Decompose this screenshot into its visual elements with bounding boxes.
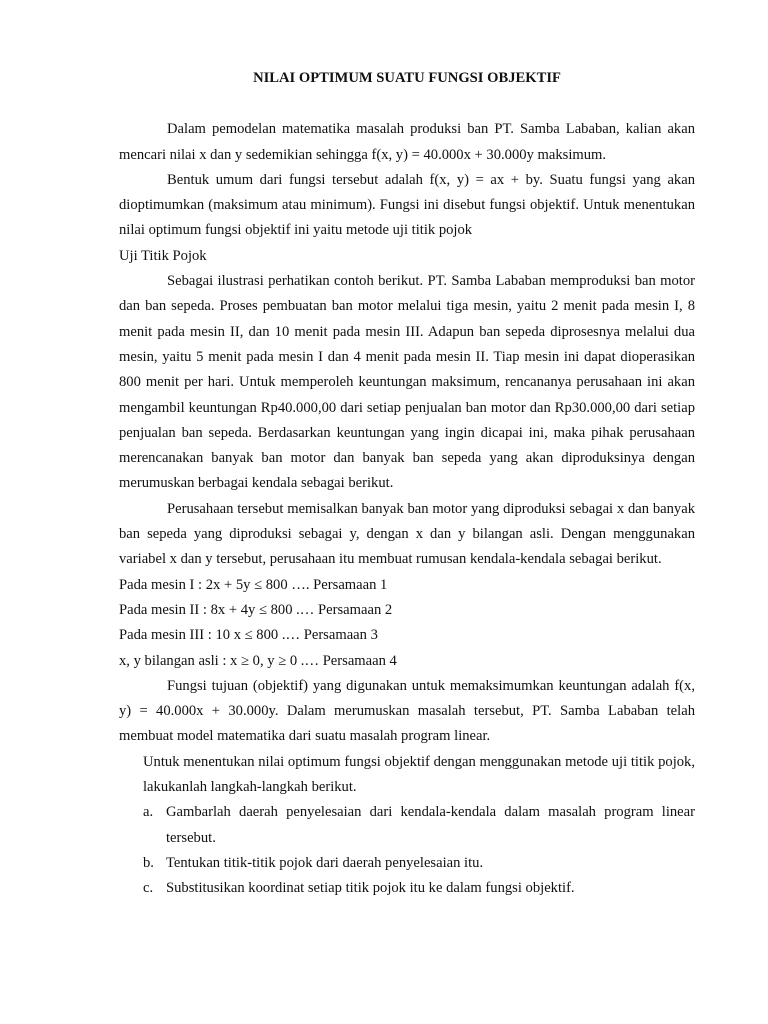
list-item-text: Substitusikan koordinat setiap titik pojok itu ke dalam fungsi objektif. [166,880,575,897]
paragraph-general-form: Bentuk umum dari fungsi tersebut adalah f(x, y) = ax + by. Suatu fungsi yang akan dioptimumkan (maksimum atau minimum). Fungsi ini disebut fungsi objektif. Untuk menentukan nilai optimum fungsi objektif ini yaitu metode uji titik pojok [119,171,695,239]
document-title: NILAI OPTIMUM SUATU FUNGSI OBJEKTIF [253,70,561,86]
constraint-line: x, y bilangan asli : x ≥ 0, y ≥ 0 .… Persamaan 4 [119,652,397,669]
list-marker: a. [143,804,154,821]
constraint-line: Pada mesin II : 8x + 4y ≤ 800 .… Persamaan 2 [119,601,393,618]
steps-list [119,800,695,901]
list-marker: c. [143,880,154,897]
list-item [143,876,695,901]
paragraph-illustration: Sebagai ilustrasi perhatikan contoh berikut. PT. Samba Lababan memproduksi ban motor dan ban sepeda. Proses pembuatan ban motor melalui tiga mesin, yaitu 2 menit pada mesin I, 8 menit pada mesin II, dan 10 menit pada mesin III. Adapun ban sepeda diprosesnya melalui dua mesin, yaitu 5 menit pada mesin I dan 4 menit pada mesin II. Tiap mesin ini dapat dioperasikan 800 menit per hari. Untuk memperoleh keuntungan maksimum, rencananya perusahaan ini akan mengambil keuntungan Rp40.000,00 dari setiap penjualan ban motor dan Rp30.000,00 dari setiap penjualan ban sepeda. Berdasarkan keuntungan yang ingin dicapai ini, maka pihak perusahaan merencanakan banyak ban motor dan banyak ban sepeda yang akan diproduksinya dengan merumuskan berbagai kendala sebagai berikut. [119,273,695,492]
constraint-line: Pada mesin I : 2x + 5y ≤ 800 …. Persamaan 1 [119,576,388,593]
list-marker: b. [143,854,154,871]
paragraph-intro: Dalam pemodelan matematika masalah produksi ban PT. Samba Lababan, kalian akan mencari nilai x dan y sedemikian sehingga f(x, y) = 40.000x + 30.000y maksimum. [119,121,695,163]
list-item-text: Gambarlah daerah penyelesaian dari kendala-kendala dalam masalah program linear tersebut. [166,804,695,846]
list-item-text: Tentukan titik-titik pojok dari daerah penyelesaian itu. [166,854,484,871]
section-heading-uji-titik-pojok: Uji Titik Pojok [119,247,207,264]
steps-intro: Untuk menentukan nilai optimum fungsi objektif dengan menggunakan metode uji titik pojok, lakukanlah langkah-langkah berikut. [143,753,695,796]
constraint-line: Pada mesin III : 10 x ≤ 800 .… Persamaan 3 [119,627,378,644]
list-item [143,851,695,876]
paragraph-objective: Fungsi tujuan (objektif) yang digunakan untuk memaksimumkan keuntungan adalah f(x, y) = 40.000x + 30.000y. Dalam merumuskan masalah tersebut, PT. Samba Lababan telah membuat model matematika dari suatu masalah program linear. [119,677,695,745]
paragraph-variables: Perusahaan tersebut memisalkan banyak ban motor yang diproduksi sebagai x dan banyak ban sepeda yang diproduksi sebagai y, dengan x dan y bilangan asli. Dengan menggunakan variabel x dan y tersebut, perusahaan itu membuat rumusan kendala-kendala sebagai berikut. [119,500,695,568]
list-item [143,800,695,851]
